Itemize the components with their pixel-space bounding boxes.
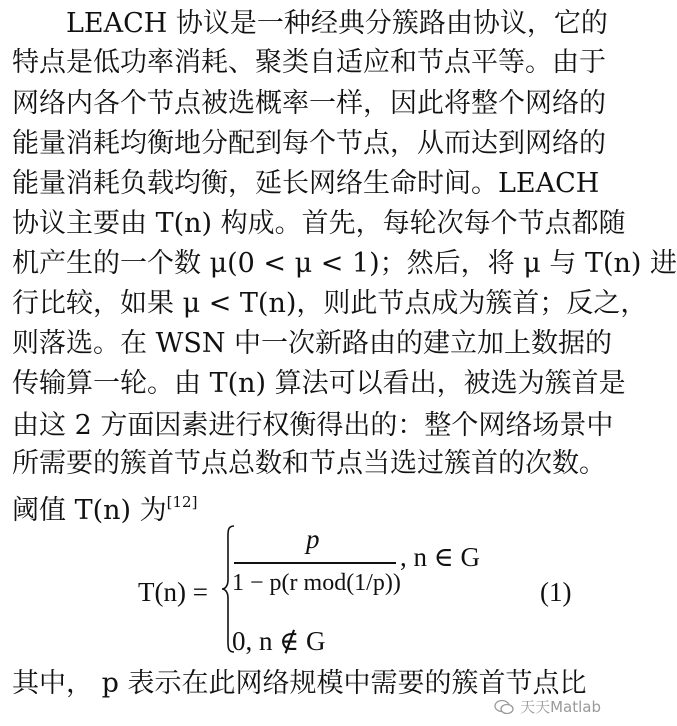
watermark — [494, 696, 601, 717]
watermark-text: 天天Matlab — [520, 698, 601, 716]
paragraph-line-4: 能量消耗均衡地分配到每个节点，从而达到网络的 — [12, 128, 606, 159]
paragraph-line-11: 由这 2 方面因素进行权衡得出的：整个网络场景中 — [12, 410, 614, 441]
paragraph-line-6: 协议主要由 T(n) 构成。首先，每轮次每个节点都随 — [12, 208, 626, 239]
threshold-intro: 阈值 T(n) 为 — [12, 495, 167, 526]
paragraph-line-8: 行比较，如果 μ < T(n)，则此节点成为簇首；反之， — [12, 288, 648, 319]
equation-number: (1) — [540, 577, 572, 607]
wechat-icon — [494, 699, 514, 715]
paragraph-line-3: 网络内各个节点被选概率一样，因此将整个网络的 — [12, 88, 606, 119]
equation-1 — [0, 522, 609, 672]
formula-case2: 0, n ∉ G — [232, 626, 326, 656]
formula-denominator: 1 − p(r mod(1/p)) — [232, 570, 401, 596]
paragraph-line-5: 能量消耗负载均衡，延长网络生命时间。LEACH — [12, 168, 600, 199]
fraction-bar — [234, 562, 396, 564]
formula-numerator: p — [306, 524, 320, 554]
paragraph-line-12: 所需要的簇首节点总数和节点当选过簇首的次数。 — [12, 448, 606, 479]
paragraph-line-10: 传输算一轮。由 T(n) 算法可以看出，被选为簇首是 — [12, 368, 626, 399]
formula-lhs: T(n) = — [138, 577, 208, 607]
paragraph-line-9: 则落选。在 WSN 中一次新路由的建立加上数据的 — [12, 328, 613, 359]
paragraph-line-2: 特点是低功率消耗、聚类自适应和节点平等。由于 — [12, 47, 606, 78]
paragraph-line-7: 机产生的一个数 μ(0 < μ < 1)；然后，将 μ 与 T(n) 进 — [12, 248, 677, 279]
next-paragraph-line: 其中， p 表示在此网络规模中需要的簇首节点比 — [12, 668, 587, 699]
paragraph-line-1: LEACH 协议是一种经典分簇路由协议，它的 — [66, 8, 608, 39]
formula-case1-condition: , n ∈ G — [400, 542, 480, 572]
citation-ref: [12] — [166, 493, 198, 511]
